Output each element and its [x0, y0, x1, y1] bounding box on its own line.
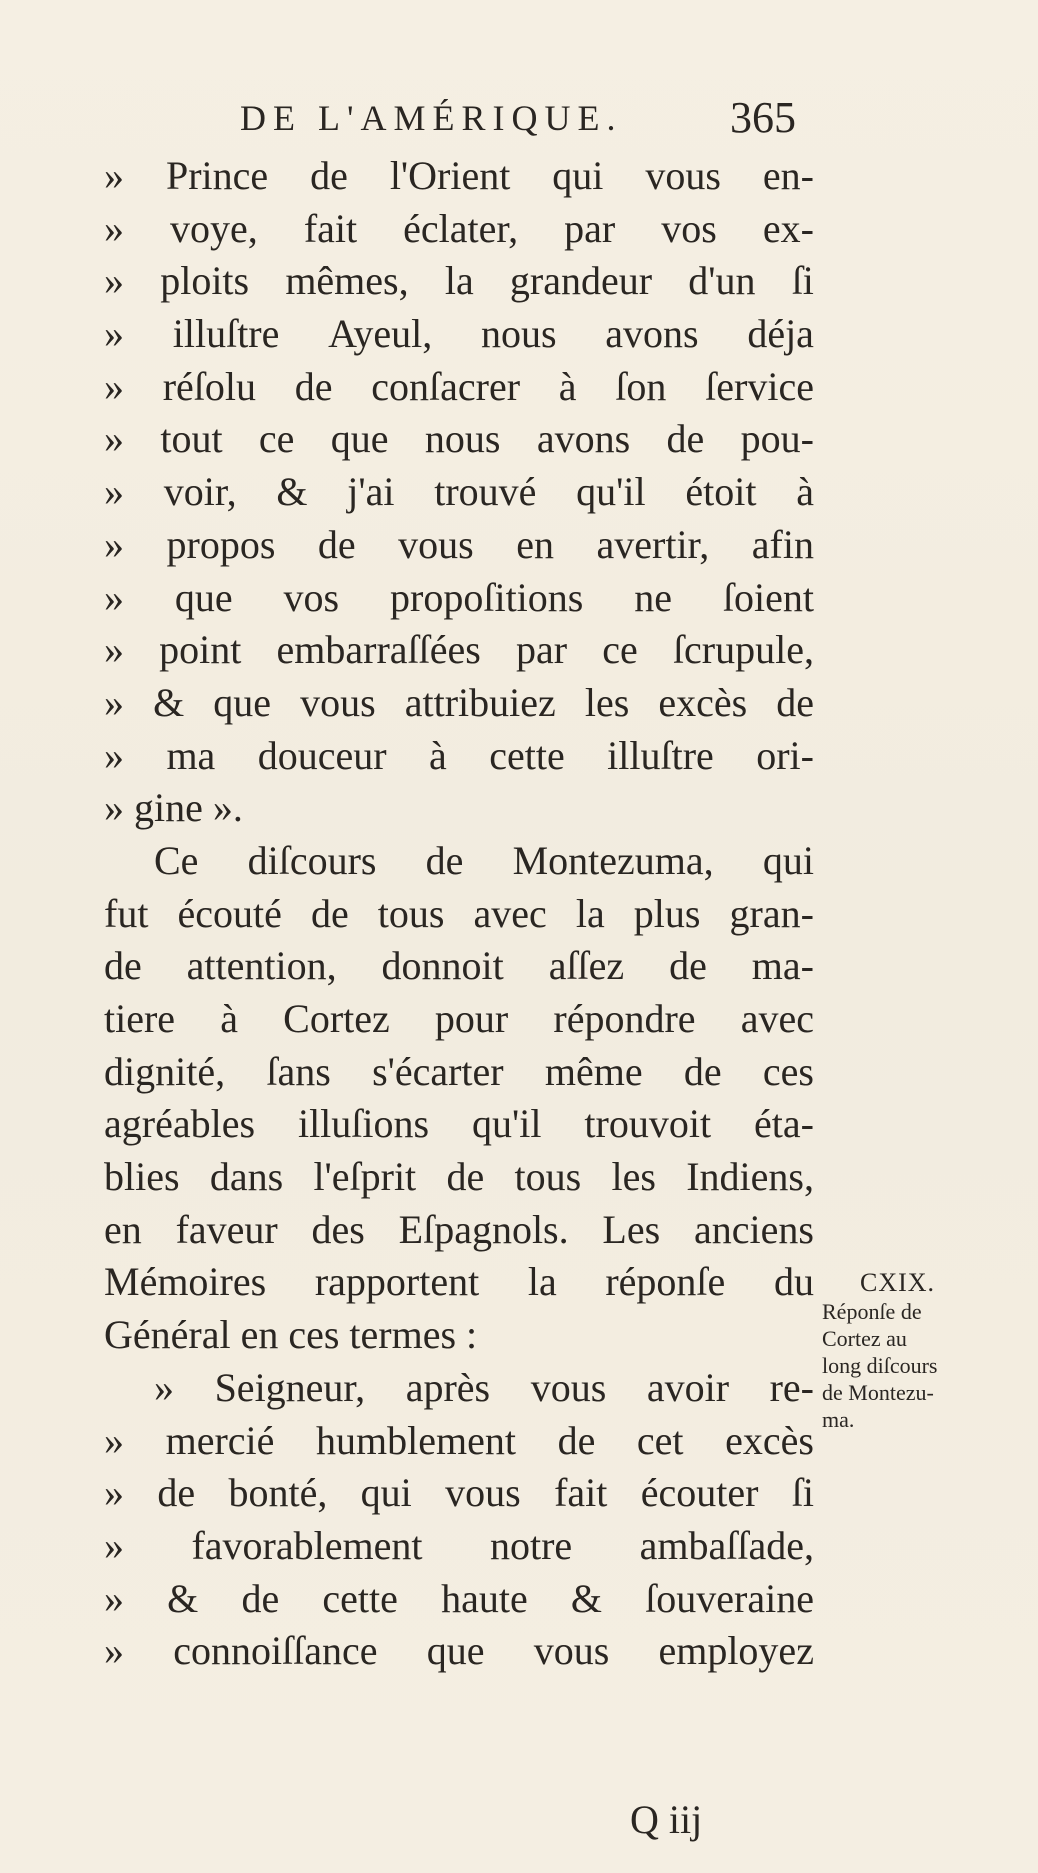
text-line: » & de cette haute & ſouveraine [104, 1575, 814, 1621]
marginal-line: Cortez au [822, 1326, 907, 1351]
text-line: Mémoires rapportent la réponſe du [104, 1259, 814, 1305]
text-line: de attention, donnoit aſſez de ma- [104, 943, 814, 989]
text-line: » & que vous attribuiez les excès de [104, 679, 814, 725]
text-line: » point embarraſſées par ce ſcrupule, [104, 627, 814, 673]
text-line: » voye, fait éclater, par vos ex- [104, 205, 814, 251]
text-line: » gine ». [104, 785, 243, 831]
text-line: » ploits mêmes, la grandeur d'un ſi [104, 258, 814, 304]
running-title: DE L'AMÉRIQUE. [240, 98, 623, 138]
text-line: fut écouté de tous avec la plus gran- [104, 890, 814, 936]
text-line: blies dans l'eſprit de tous les Indiens, [104, 1154, 814, 1200]
marginal-note [822, 1268, 1012, 1433]
text-line: » Seigneur, après vous avoir re- [154, 1364, 814, 1410]
text-line: » que vos propoſitions ne ſoient [104, 574, 814, 620]
marginal-number: CXIX. [860, 1268, 936, 1297]
text-line: » réſolu de conſacrer à ſon ſervice [104, 363, 814, 409]
marginal-line: de Montezu- [822, 1380, 934, 1405]
text-line: » connoiſſance que vous employez [104, 1628, 814, 1674]
text-line: Général en ces termes : [104, 1312, 478, 1358]
marginal-line: ma. [822, 1407, 855, 1432]
text-line: agréables illuſions qu'il trouvoit éta- [104, 1101, 814, 1147]
signature-mark: Q iij [630, 1797, 703, 1842]
text-line: » tout ce que nous avons de pou- [104, 416, 814, 462]
text-line: » favorablement notre ambaſſade, [104, 1522, 814, 1568]
marginal-line: Réponſe de [822, 1299, 922, 1324]
text-line: » voir, & j'ai trouvé qu'il étoit à [104, 469, 814, 515]
text-line: tiere à Cortez pour répondre avec [104, 996, 814, 1041]
text-line: en faveur des Eſpagnols. Les anciens [104, 1206, 814, 1252]
text-line: » Prince de l'Orient qui vous en- [104, 153, 814, 198]
body-text [104, 150, 814, 1678]
running-header [240, 93, 800, 143]
page-number: 365 [730, 93, 796, 142]
text-line: » illuſtre Ayeul, nous avons déja [104, 311, 814, 357]
text-line: » ma douceur à cette illuſtre ori- [104, 732, 814, 778]
text-line: » de bonté, qui vous fait écouter ſi [104, 1470, 814, 1516]
text-line: » mercié humblement de cet excès [104, 1417, 814, 1463]
text-line: » propos de vous en avertir, afin [104, 521, 814, 567]
text-line: Ce diſcours de Montezuma, qui [154, 837, 814, 883]
text-line: dignité, ſans s'écarter même de ces [104, 1048, 814, 1094]
marginal-line: long diſcours [822, 1353, 938, 1378]
